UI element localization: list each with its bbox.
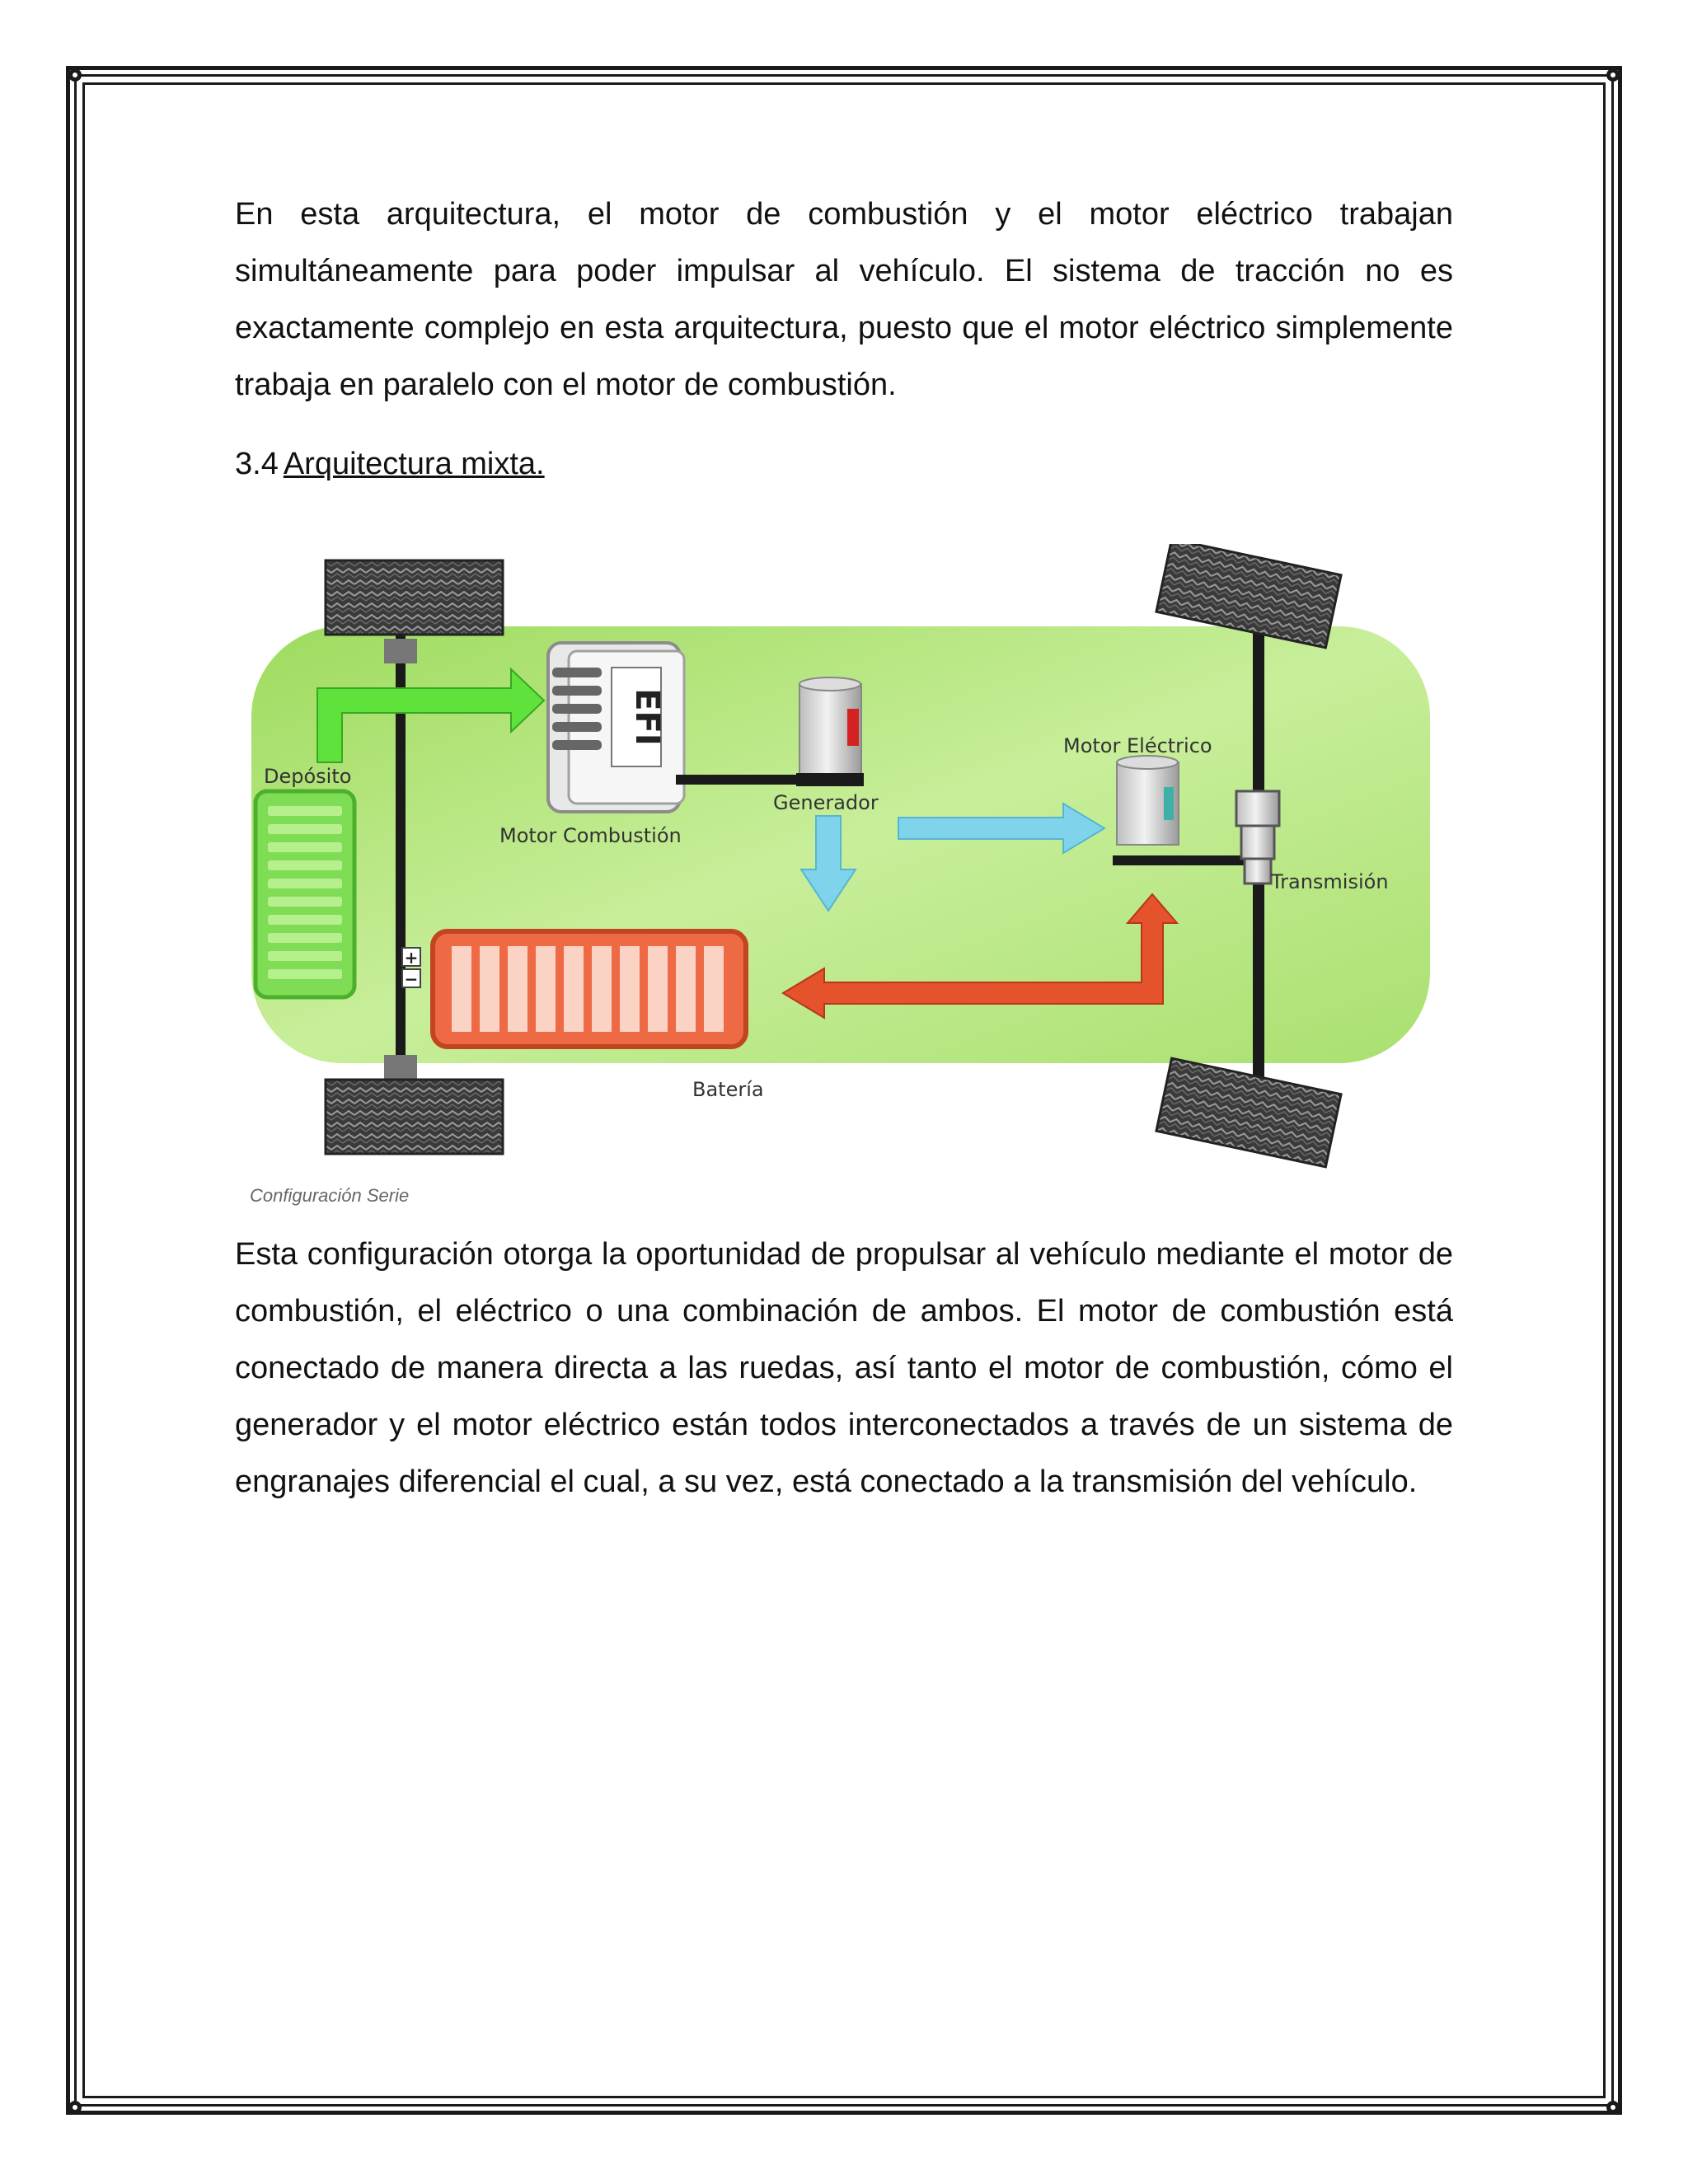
battery-plus-terminal: + <box>404 948 419 968</box>
transmision-label: Transmisión <box>1271 870 1389 893</box>
electric-motor-icon <box>1117 756 1179 845</box>
engine-shaft <box>676 775 816 785</box>
generator-icon <box>796 677 864 786</box>
rear-right-tire-icon <box>326 1080 503 1154</box>
fuel-tank-icon <box>256 791 354 997</box>
hybrid-architecture-diagram <box>239 544 1442 1170</box>
section-heading <box>235 439 545 489</box>
border-corner-ornament <box>68 2101 82 2114</box>
motor-combustion-label: Motor Combustión <box>499 824 682 847</box>
front-right-tire-icon <box>1156 1058 1341 1167</box>
generador-label: Generador <box>773 791 879 814</box>
battery-icon <box>402 931 746 1047</box>
rear-left-tire-icon <box>326 560 503 635</box>
deposito-label: Depósito <box>264 765 352 788</box>
figure-caption: Configuración Serie <box>250 1185 410 1206</box>
border-corner-ornament <box>68 68 82 82</box>
section-number: 3.4 <box>235 447 279 481</box>
border-corner-ornament <box>1606 68 1620 82</box>
border-corner-ornament <box>1606 2101 1620 2114</box>
efi-label: EFI <box>628 688 666 746</box>
section-title: Arquitectura mixta. <box>283 447 545 481</box>
motor-shaft <box>1113 855 1257 865</box>
axle-hub <box>384 639 417 663</box>
battery-minus-terminal: − <box>404 969 419 989</box>
description-paragraph: Esta configuración otorga la oportunidad de propulsar al vehículo mediante el motor de combustión, el eléctrico o una combinación de ambos. El motor de combustión está conectado de manera directa a las ruedas, así tanto el motor de combustión, cómo el generador y el motor eléctrico están todos interconectados a través de un sistema de engranajes diferencial el cual, a su vez, está conectado a la transmisión del vehículo. <box>235 1237 1453 1499</box>
bateria-label: Batería <box>692 1078 764 1101</box>
intro-paragraph: En esta arquitectura, el motor de combustión y el motor eléctrico trabajan simultáneamente para poder impulsar al vehículo. El sistema de tracción no es exactamente complejo en esta arquitectura, puesto que el motor eléctrico simplemente trabaja en paralelo con el motor de combustión. <box>235 197 1453 402</box>
motor-electrico-label: Motor Eléctrico <box>1063 734 1212 757</box>
axle-hub <box>384 1055 417 1080</box>
